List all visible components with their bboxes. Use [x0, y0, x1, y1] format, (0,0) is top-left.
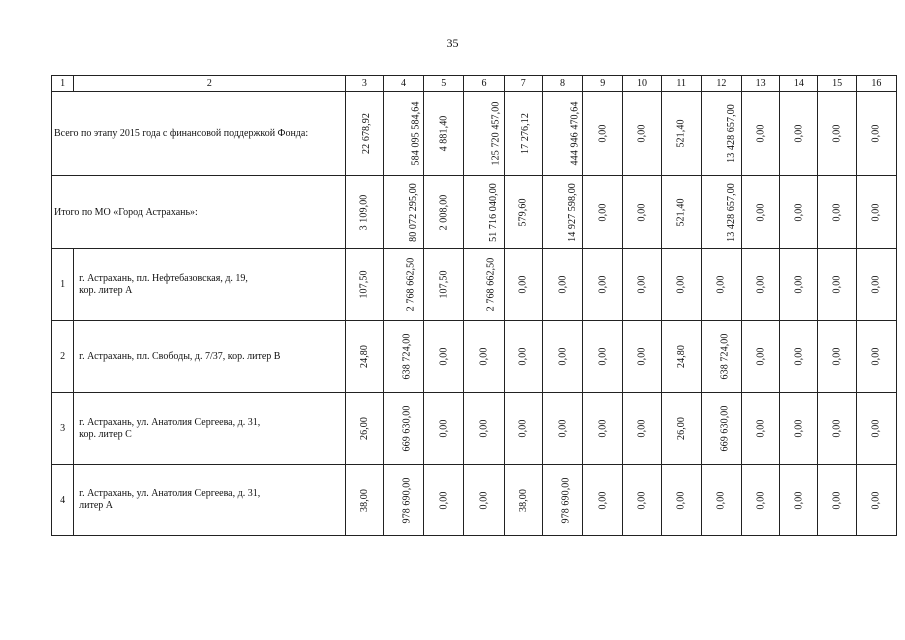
value-cell [345, 321, 383, 393]
value-text: 0,00 [870, 419, 882, 438]
value-cell [542, 249, 582, 321]
value-cell [345, 92, 383, 176]
column-header: 16 [856, 76, 896, 92]
value-cell [818, 393, 856, 465]
value-text: 669 630,00 [401, 405, 413, 452]
value-text: 0,00 [755, 124, 767, 143]
value-text: 2 008,00 [438, 194, 450, 230]
value-text: 51 716 040,00 [488, 182, 500, 242]
value-cell [345, 465, 383, 536]
value-cell [780, 465, 818, 536]
value-text: 0,00 [556, 419, 568, 438]
column-header: 14 [780, 76, 818, 92]
value-cell [780, 321, 818, 393]
value-cell [856, 92, 896, 176]
value-text: 0,00 [636, 203, 648, 221]
value-text: 638 724,00 [719, 333, 731, 380]
value-text: 0,00 [755, 275, 767, 294]
value-cell [856, 249, 896, 321]
value-text: 0,00 [636, 124, 648, 143]
value-cell [424, 465, 464, 536]
value-text: 0,00 [755, 203, 767, 221]
column-header: 12 [701, 76, 741, 92]
value-cell [424, 176, 464, 249]
header-row [52, 76, 897, 92]
column-header: 2 [74, 76, 346, 92]
value-text: 0,00 [755, 347, 767, 366]
value-cell [742, 393, 780, 465]
value-text: 13 428 657,00 [725, 104, 737, 163]
value-text: 0,00 [556, 347, 568, 366]
value-text: 0,00 [556, 275, 568, 294]
column-header: 1 [52, 76, 74, 92]
value-text: 80 072 295,00 [407, 182, 419, 242]
value-text: 0,00 [478, 347, 490, 366]
column-header: 4 [383, 76, 423, 92]
column-header: 10 [623, 76, 661, 92]
value-cell [542, 321, 582, 393]
value-text: 0,00 [793, 275, 805, 294]
value-text: 0,00 [636, 347, 648, 366]
value-cell [623, 465, 661, 536]
value-text: 0,00 [793, 491, 805, 509]
column-header: 5 [424, 76, 464, 92]
value-cell [661, 249, 701, 321]
value-cell [464, 92, 504, 176]
value-cell [464, 321, 504, 393]
value-text: 2 768 662,50 [405, 257, 417, 312]
address-line-1: г. Астрахань, ул. Анатолия Сергеева, д. 31, [79, 488, 261, 499]
value-cell [780, 92, 818, 176]
value-text: 521,40 [675, 119, 687, 148]
value-text: 2 768 662,50 [485, 257, 497, 312]
value-text: 26,00 [675, 417, 687, 440]
value-cell [464, 176, 504, 249]
value-text: 0,00 [597, 203, 609, 221]
row-number: 4 [52, 465, 74, 536]
value-cell [661, 321, 701, 393]
address-cell [74, 249, 346, 321]
value-cell [661, 92, 701, 176]
value-text: 0,00 [831, 491, 843, 509]
value-cell [856, 393, 896, 465]
value-cell [818, 92, 856, 176]
value-text: 0,00 [870, 491, 882, 509]
value-cell [856, 321, 896, 393]
row-number: 1 [52, 249, 74, 321]
value-text: 26,00 [358, 417, 370, 440]
value-text: 0,00 [793, 419, 805, 438]
value-text: 0,00 [870, 203, 882, 221]
value-text: 521,40 [675, 197, 687, 227]
value-text: 14 927 598,00 [566, 182, 578, 242]
value-text: 0,00 [517, 275, 529, 294]
value-text: 0,00 [755, 491, 767, 509]
address-line-1: г. Астрахань, пл. Свободы, д. 7/37, кор. литер В [79, 350, 281, 362]
value-cell [742, 176, 780, 249]
address-cell [74, 321, 346, 393]
value-cell [780, 249, 818, 321]
value-cell [623, 393, 661, 465]
value-cell [583, 92, 623, 176]
value-cell [504, 249, 542, 321]
value-cell [583, 393, 623, 465]
value-cell [383, 321, 423, 393]
value-text: 0,00 [636, 419, 648, 438]
value-text: 444 946 470,64 [569, 101, 581, 166]
value-text: 0,00 [870, 275, 882, 294]
value-cell [383, 249, 423, 321]
value-text: 669 630,00 [719, 405, 731, 452]
value-cell [504, 393, 542, 465]
value-text: 978 690,00 [401, 477, 413, 523]
value-text: 978 690,00 [560, 477, 572, 523]
value-text: 0,00 [831, 275, 843, 294]
value-cell [818, 176, 856, 249]
value-cell [856, 176, 896, 249]
value-text: 17 276,12 [519, 113, 531, 154]
value-cell [504, 321, 542, 393]
value-text: 38,00 [358, 488, 370, 512]
value-text: 0,00 [870, 347, 882, 366]
value-text: 22 678,92 [360, 113, 372, 154]
value-text: 24,80 [675, 345, 687, 368]
value-text: 638 724,00 [401, 333, 413, 380]
summary-label: Всего по этапу 2015 года с финансовой поддержкой Фонда: [52, 92, 346, 176]
value-text: 0,00 [597, 491, 609, 509]
value-cell [818, 321, 856, 393]
value-cell [504, 176, 542, 249]
value-cell [504, 465, 542, 536]
page-number: 35 [446, 36, 459, 50]
value-cell [701, 176, 741, 249]
value-text: 4 881,40 [438, 115, 450, 152]
value-text: 0,00 [478, 419, 490, 438]
value-cell [383, 465, 423, 536]
value-cell [424, 92, 464, 176]
value-cell [701, 92, 741, 176]
value-cell [623, 249, 661, 321]
value-cell [383, 393, 423, 465]
column-header: 7 [504, 76, 542, 92]
value-cell [383, 92, 423, 176]
value-text: 24,80 [358, 345, 370, 368]
value-cell [742, 249, 780, 321]
value-cell [701, 465, 741, 536]
value-cell [701, 321, 741, 393]
column-header: 13 [742, 76, 780, 92]
address-line-2: кор. литер А [79, 284, 133, 296]
value-text: 0,00 [438, 419, 450, 438]
row-number: 2 [52, 321, 74, 393]
value-text: 0,00 [793, 203, 805, 221]
value-cell [424, 393, 464, 465]
value-cell [780, 176, 818, 249]
value-cell [818, 249, 856, 321]
value-cell [623, 321, 661, 393]
value-text: 0,00 [597, 275, 609, 294]
value-cell [424, 321, 464, 393]
value-text: 0,00 [675, 491, 687, 509]
value-text: 0,00 [597, 347, 609, 366]
value-cell [504, 92, 542, 176]
address-cell [74, 465, 346, 536]
value-text: 0,00 [597, 419, 609, 438]
value-cell [623, 176, 661, 249]
value-text: 38,00 [517, 488, 529, 512]
value-cell [701, 249, 741, 321]
value-cell [542, 465, 582, 536]
column-header: 3 [345, 76, 383, 92]
value-text: 107,50 [358, 270, 370, 299]
table-row [52, 393, 897, 465]
value-text: 107,50 [438, 270, 450, 299]
value-cell [583, 465, 623, 536]
value-text: 0,00 [478, 491, 490, 509]
row-number: 3 [52, 393, 74, 465]
address-line-2: кор. литер С [79, 428, 132, 440]
value-cell [464, 393, 504, 465]
value-cell [542, 176, 582, 249]
value-text: 0,00 [438, 347, 450, 366]
value-cell [661, 465, 701, 536]
value-cell [345, 176, 383, 249]
value-text: 584 095 584,64 [410, 101, 422, 166]
value-cell [464, 249, 504, 321]
value-cell [742, 92, 780, 176]
value-cell [345, 249, 383, 321]
value-text: 0,00 [793, 347, 805, 366]
value-cell [424, 249, 464, 321]
value-cell [542, 92, 582, 176]
value-cell [383, 176, 423, 249]
value-cell [742, 321, 780, 393]
summary-row-municipality [52, 176, 897, 249]
address-line-1: г. Астрахань, ул. Анатолия Сергеева, д. 31, [79, 416, 261, 428]
value-text: 0,00 [831, 419, 843, 438]
value-cell [780, 393, 818, 465]
value-text: 0,00 [715, 275, 727, 294]
table-row [52, 465, 897, 536]
value-text: 0,00 [636, 491, 648, 509]
value-text: 0,00 [715, 491, 727, 509]
value-cell [661, 393, 701, 465]
summary-row-total-stage [52, 92, 897, 176]
value-text: 0,00 [831, 347, 843, 366]
value-cell [661, 176, 701, 249]
value-cell [701, 393, 741, 465]
column-header: 8 [542, 76, 582, 92]
value-text: 579,60 [517, 197, 529, 227]
value-cell [583, 249, 623, 321]
value-cell [856, 465, 896, 536]
summary-label: Итого по МО «Город Астрахань»: [52, 176, 346, 249]
value-text: 13 428 657,00 [725, 182, 737, 242]
value-text: 0,00 [636, 275, 648, 294]
value-cell [818, 465, 856, 536]
value-text: 0,00 [517, 347, 529, 366]
address-line-1: г. Астрахань, пл. Нефтебазовская, д. 19, [79, 272, 248, 284]
value-text: 3 109,00 [358, 194, 370, 230]
column-header: 6 [464, 76, 504, 92]
value-text: 0,00 [831, 124, 843, 143]
column-header: 15 [818, 76, 856, 92]
address-line-2: литер А [79, 500, 113, 511]
value-text: 0,00 [675, 275, 687, 294]
value-text: 0,00 [831, 203, 843, 221]
value-text: 125 720 457,00 [490, 101, 502, 166]
value-cell [742, 465, 780, 536]
value-text: 0,00 [870, 124, 882, 143]
value-cell [583, 176, 623, 249]
value-cell [542, 393, 582, 465]
table-row [52, 249, 897, 321]
data-table [51, 75, 897, 536]
address-cell [74, 393, 346, 465]
value-cell [464, 465, 504, 536]
value-text: 0,00 [597, 124, 609, 143]
value-text: 0,00 [793, 124, 805, 143]
table-row [52, 321, 897, 393]
value-cell [623, 92, 661, 176]
value-text: 0,00 [438, 491, 450, 509]
value-text: 0,00 [755, 419, 767, 438]
column-header: 11 [661, 76, 701, 92]
column-header: 9 [583, 76, 623, 92]
value-cell [583, 321, 623, 393]
value-text: 0,00 [517, 419, 529, 438]
value-cell [345, 393, 383, 465]
